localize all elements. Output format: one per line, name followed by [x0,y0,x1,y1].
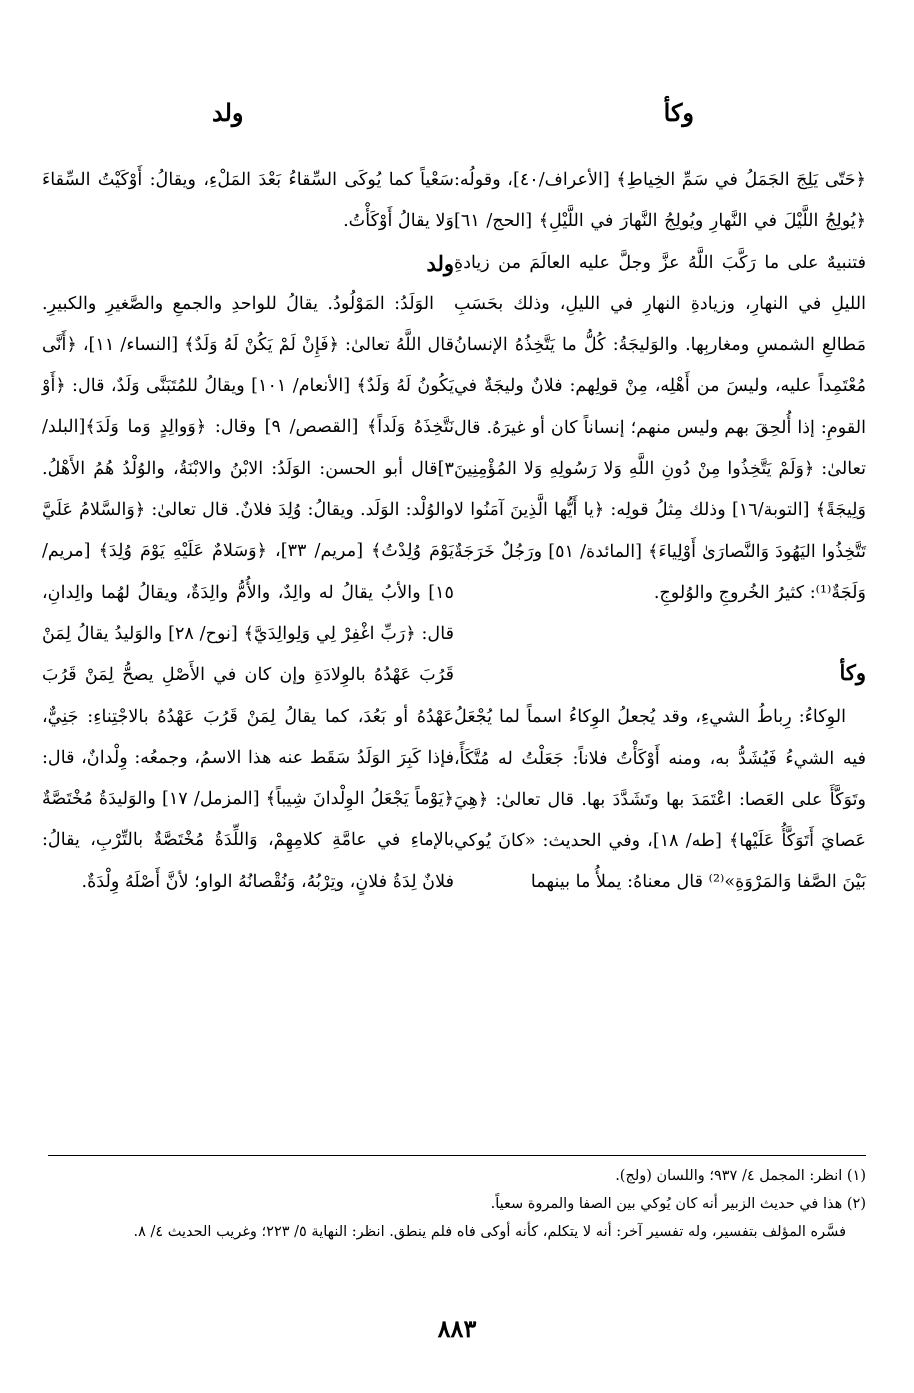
entry-walada-text: الوَلَدُ: المَوْلُودُ. يقالُ للواحدِ والجمعِ والصَّغيرِ والكبيرِ. قال اللَّهُ تعالىٰ: ﴿فَإِنْ لَمْ يَكُنْ لَهُ وَلَدٌ﴾ [النساء/ ١١]، ﴿أَنَّى يَكُونُ لَهُ وَلَدٌ﴾ [الأنعام/ ١٠١] ويقالُ للمُتَبَنَّى وَلَدٌ، قال: ﴿أَوْ نَتَّخِذَهُ وَلَداً﴾ [القصص/ ٩] وقال: ﴿وَوالِدٍ وَما وَلَدَ﴾[البلد/٣]قال أبو الحسن: الوَلَدُ: الابْنُ والابْنَةُ، والوُلْدُ هُمُ الأَهْلُ. والوُلْد: الوَلَد. ويقالُ: وُلِدَ فلانٌ. قال تعالىٰ: ﴿وَالسَّلامُ عَلَيَّ يَوْمَ وُلِدْتُ﴾ [مريم/ ٣٣]، ﴿وَسَلامٌ عَلَيْهِ يَوْمَ وُلِدَ﴾ [مريم/ ١٥] والأبُ يقالُ له والِدٌ، والأُمُّ والِدَةٌ، ويقالُ لهُما والِدانِ، قال: ﴿رَبِّ اغْفِرْ لِي وَلِوالِدَيَّ﴾ [نوح/ ٢٨] والوَليدُ يقالُ لِمَنْ قَرُبَ عَهْدُهُ بالوِلادَةِ وإن كان في الأَصْلِ يصحُّ لِمَنْ قَرُبَ عَهْدُهُ أو بَعُدَ، كما يقالُ لِمَنْ قَرُبَ عَهْدُهُ بالاجْتِناءِ: جَنِيٌّ، فإذا كَبِرَ الوَلَدُ سَقَط عنه هذا الاسمُ، وجمعُه: وِلْدانٌ، قال: ﴿يَوْماً يَجْعَلُ الوِلْدانَ شِيباً﴾ [المزمل/ ١٧] والوَليدَةُ مُخْتَصَّةٌ بالإماءِ في عامَّةِ كلامِهِمْ، وَاللِّدَةُ مُخْتَصَّةٌ بالتِّرْبِ، يقالُ: فلانٌ لِدَةُ فلانٍ، وتِرْبُهُ، وَنُقْصانُهُ الواو؛ لأنَّ أَصْلَهُ وِلْدَةٌ. [42,293,454,892]
page-number: ٨٨٣ [437,1314,477,1343]
footnote-2-continuation: فسَّره المؤلف بتفسير، وله تفسير آخر: أنه لا يتكلم، كأنه أوكى فاه فلم ينطق. انظر: النهاية ٥/ ٢٢٣؛ وغريب الحديث ٤/ ٨. [133,1224,846,1240]
footnote-2: (٢) هذا في حديث الزبير أنه كان يُوكي بين الصفا والمروة سعياً. [490,1196,866,1212]
footnotes [48,1162,866,1246]
entry-waka-continuation: سَعْياً كما يُوكَى السِّقاءُ بَعْدَ المَلْءِ، ويقالُ: أَوْكَيْتُ السِّقاءَ وَلا يقالُ أَوْكَأْتُ. [42,170,454,232]
left-column [42,160,454,903]
running-head-right: وكأ [663,98,694,127]
footnote-1: (١) انظر: المجمل ٤/ ٩٣٧؛ واللسان (ولج). [615,1168,866,1184]
running-head-left: ولد [212,98,244,127]
right-column [454,160,866,904]
footnote-divider [48,1155,866,1156]
entry-walaja-text: ﴿حَتّى يَلِجَ الجَمَلُ في سَمِّ الخِياطِ﴾ [الأعراف/٤٠]، وقولُه: ﴿يُولِجُ اللَّيْلَ في النَّهارِ ويُولِجُ النَّهارَ في اللَّيْلِ﴾ [الحج/ ٦١] فتنبيهٌ على ما رَكَّبَ اللَّهُ عزَّ وجلَّ عليه العالَمَ من زيادةِ الليلِ في النهارِ، وزيادةِ النهارِ في الليلِ، وذلك بحَسَبِ مَطالعِ الشمسِ ومغاربِها. والوَليجَةُ: كُلُّ ما يَتَّخِذُهُ الإنسانُ مُعْتَمِداً عليه، وليسَ من أَهْلِه، مِنْ قولِهم: فلانٌ وليجَةٌ في القومِ: إذا أُلحِقَ بهم وليس منهم؛ إنساناً كان أو غيرَهُ. قال تعالىٰ: ﴿وَلَمْ يَتَّخِذُوا مِنْ دُونِ اللَّهِ وَلا رَسُولِهِ وَلا المُؤْمِنِينَ وَلِيجَةً﴾ [التوبة/١٦] وذلك مِثلُ قولِه: ﴿يا أَيُّها الَّذِينَ آمَنُوا لا تَتَّخِذُوا اليَهُودَ وَالنَّصارَىٰ أَوْلِياءَ﴾ [المائدة/ ٥١] ورَجُلٌ خَرَجَةٌ وَلَجَةٌ⁽¹⁾: كثيرُ الخُروجِ والوُلوجِ. [454,170,866,603]
entry-heading-waka: وكأ [839,660,866,686]
entry-waka-text: الوِكاءُ: رِباطُ الشيءِ، وقد يُجعلُ الوِكاءُ اسماً لما يُجْعَلُ فيه الشيءُ فَيُشَدُّ به، ومنه أَوْكَأْتُ فلاناً: جَعَلْتُ له مُتَّكَأً، وتَوَكَّأَ على العَصا: اعْتَمَدَ بها وتَشَدَّدَ بها. قال تعالىٰ: ﴿هِيَ عَصايَ أَتَوَكَّأُ عَلَيْها﴾ [طه/ ١٨]، وفي الحديث: «كانَ يُوكي بَيْنَ الصَّفا وَالمَرْوَةِ»⁽²⁾ قال معناهُ: يملأُ ما بينهما [454,707,866,893]
entry-heading-walada: ولد [426,250,454,276]
